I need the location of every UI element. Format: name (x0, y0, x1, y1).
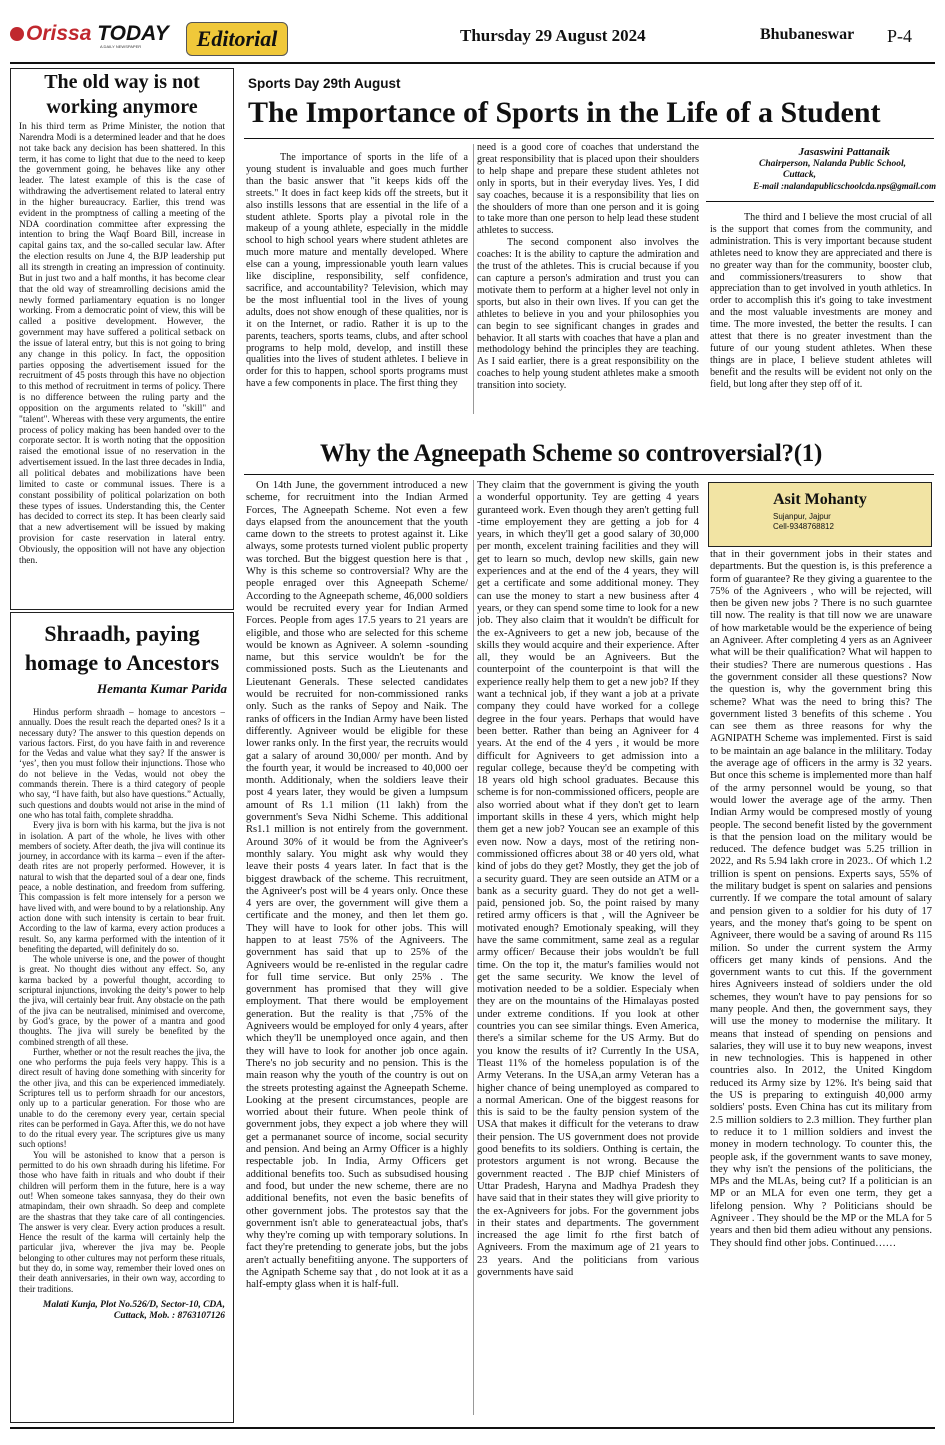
paragraph: They claim that the government is giving the youth a wonderful opportunity. Tey are getting 4 years guranteed work. Even though they aren't getting full -time employement they are getting a job for 4 years, in which they'll get a good salary of 30,000 per month, excelent training facilities and they will get to learn so much, devlop new skills, gain new experiences and at the end of the 4 years, they will get a certificate and some additional money. They can use the money to start a new business after 4 years, or they can spend some time to look for a new job. They also claim that it wouldn't be difficult for the ex-Agniveers to get a new job, because of the skills they would acquire and their experience. After all, they would be an Agniveers. But the counterpoint of the counterpoint is that will the experience really help them to get a new job? If they want a technical job, if they want a job at a private company they could have worked for a college degree in the four years. Perhaps that would have been better. Rather than being an Agniveer for 4 years. At the end of the 4 yers , it would be more difficult for Agniveers to get admission into a regular college, because they'd be competing with 18 years old high school graduates. Because this scheme is for non-commissioned officers, people are also worried about what if they don't get to learn important skills in these 4 yers, which might help them get a new job? Youcan see an example of this even now. Now a days, most of the retiring non-commissioned officres about 38 or 40 yers old, what kind of jobs do they get? Mostly, they get the job of a security guard. They are seen outside an ATM or a bank as a security guard. They do not get a well-paid, pensioned job. So, the point raised by many retired army officers is that , will the Agniveer be motivated enough? Emotionaly speaking, will they have the same commitment, same zeal as a regular army officer/ Because their jobs wouldn't be full time. On the top it, the matur's families would not get the same security. We know the level of motivation needed to be a soldier. Especialy when they are on the mountains of the Himalayas posted under extreme conditions. If you look at other countries you can see similar things. Even America, there's a similar scheme for the US Army. But do you know the results of it? Currently In the USA, Tleast 11% of the homeless population is of the Army Veterans. In the USA,an army Veteran has a higher chance of being unemployed as compared to a normal American. One of the biggest reasons for this is said to be the faulty pension system of the USA that makes it difficult for the veterans to draw their pension. The US government does not provide good benefits to its soldiers. Onthing is certain, the protestors argument is not wrong. Because the government reacted . The BJP chief Ministers of Uttar Pradesh, Haryna and Madhya Pradesh they have said that in their states they will give priority to the ex-Agniveers for jobs. For the government jobs in their states and departments. The government increased the age limit fo rthe first batch of Agniveers. From the maximum age of 21 years to 23 years. And the politicians from various governments have said (477, 480, 699, 1278)
agneepath-column-3 (710, 549, 932, 1419)
paragraph: Further, whether or not the result reaches the jiva, the one who performs the puja feels very happy. This is a direct result of having done something with sincerity for the other jiva, and this can be experienced immediately. Scriptures tell us to perform shraadh for our ancestors, only up to a particular generation. For those who are unable to do the ceremony every year, certain special rites can be performed in Gaya. After this, we do not have to do the ritual every year. The scriptures give us many such options! (19, 1046, 225, 1150)
paragraph: Every jiva is born with his karma, but the jiva is not in isolation. A part of the whole, he lives with other members of society. After death, the jiva will continue its journey, in accordance with its karma – even if the after-death rites are not properly performed. However, it is natural to wish that the departed soul of a dear one, finds peace, a noble destination, and freedom from suffering. This compassion is felt more intensely for a person we have lived with, and were bound to by a relationship. Any action done with such intensity is certain to bear fruit. According to the law of karma, every action produces a result. So, any karma performed with the intention of it benefiting the departed, will definitely do so. (19, 820, 225, 954)
byline-rule (706, 201, 934, 202)
agneepath-column-1 (246, 480, 468, 1420)
article-headline: Why the Agneepath Scheme so controversial?(1) (320, 440, 822, 467)
article-old-way (10, 68, 234, 610)
article-title: Shraadh, paying homage to Ancestors (24, 621, 220, 675)
article-author: Hemanta Kumar Parida (96, 681, 227, 696)
article-body: In his third term as Prime Minister, the notion that Narendra Modi is a determined leader and that he does not take back any decision has been shattered. In this term, it has come to light that due to the need to keep the government going, he behaves like any other leader. The latest example of this is the case of withdrawing the advertisement related to lateral entry in the higher bureaucracy. Earlier, this trend was evident in the promptness of calling a meeting of the NDA coordination committee after expressing the intention to bring the Waqf Board Bill, increase in capital gains tax, and the so-called secular law. After the election results on June 4, the BJP leadership put all its strength in creating an impression of continuity. But in just two and a half months, it has become clear that the old way of streamrolling decisions amid the newly formed parliamentary equation is no longer working. From a democratic point of view, this will be called a positive development. However, the government may have suffered a political setback on the issue of lateral entry, but this is not going to bring any change in this policy. In fact, the opposition parties opposing the advertisement issued for the recruitment of 45 posts through this have no objection to this method of recruitment in terms of policy. There is no difference between the ruling party and the opposition on the arguments related to "skill" and "talent". Whereas with these very arguments, the entire process of policy making has been handed over to the corporate sector. It is worth noting that the opposition raised the emotional issue of no reservation in the advertisement issued. In the last three decades in India, all political debates and mobilizations have been limited to caste or communal issues. There is a constant possibility of political polarization on both these types of issues. Understanding this, the Center has decided to correct its step. It has been clearly said that a new advertisement will be issued by making provision for caste reservation in lateral entry. Obviously, the opposition will not have any objection then. (19, 122, 226, 566)
paragraph: need is a good core of coaches that understand the great responsibility that is placed upon their shoulders to help shape and prepare these student athletes not only in sports, but in their everyday lives. Yes, I did say coaches, because it is a responsibility that lies on the shoulders of more than one person and it is going to take more than one person to help lead these student athletes to success. (477, 142, 699, 237)
column-divider (473, 144, 474, 414)
author-role: Chairperson, Nalanda Public School, (758, 159, 906, 169)
paragraph: Hindus perform shraadh – homage to ancestors – annually. Does the result reach the departed ones? Is it a necessary duty? The answer to this question depends on various factors. First, do you have faith in and reverence for the Vedas and value what they say? If the answer is ‘yes’, then you must follow their injunctions. Those who do not believe in the Vedas, would not obey the commands therein. There is a third category of people who say, “I have faith, but also have questions.” Actually, such questions and doubts would not arise in the mind of one who has total faith, complete shraddha. (19, 707, 225, 820)
address-line: Cuttack, Mob. : 8763107126 (113, 1310, 225, 1321)
sports-column-1 (246, 152, 468, 422)
logo-main: TODAY (97, 22, 169, 45)
author-address (709, 512, 931, 532)
paragraph: You will be astonished to know that a person is permitted to do his own shraadh during his lifetime. For those who have faith in rituals and who doubt if their children will perform them in the future, here is a way out! When someone takes sannyasa, they do their own atmapindam, their own shraadh. So deep and complete are the shastras that they take care of all contingencies. The answer is very clear. Every action produces a result. Hence the result of the karma will certainly help the particular jiva, wherever the jiva may be. People belonging to other cultures may not perform these rituals, but they do, in some way, remember their loved ones on their death anniversaries, in their own way, according to their traditions. (19, 1149, 225, 1294)
masthead-rule (10, 62, 935, 64)
sports-column-3 (710, 212, 932, 412)
author-address (11, 1300, 225, 1322)
column-divider (473, 480, 474, 1415)
section-tag: Editorial (186, 22, 288, 56)
headline-rule (244, 138, 934, 139)
article-title: The old way is not working anymore (44, 71, 200, 118)
page-number: P-4 (887, 26, 913, 46)
issue-date: Thursday 29 August 2024 (460, 26, 646, 45)
address-line: Cell-9348768812 (773, 522, 834, 531)
logo-subtitle: A DAILY NEWSPAPER (100, 44, 142, 49)
author-city: Cuttack, (783, 170, 816, 180)
article-headline: The Importance of Sports in the Life of a Student (248, 96, 881, 129)
paragraph: The third and I believe the most crucial of all is the support that comes from the community, and administration. This is very important because student athletes need to know they are appreciated and there is no greater way than for the community, booster club, and commissioners/treasurers to show that appreciation than to get involved in youth athletics. In order to accomplish this it's going to take investment and the most valuable investments are money and time. The more invested, the better the results. I can attest that there is no greater investment than the future of our young student athletes. When these things are in place, I believe student athletes will benefit and the results will be evident not only on the field, but long after they step off of it. (710, 212, 932, 390)
edition-city: Bhubaneswar (760, 26, 855, 43)
paragraph: The whole universe is one, and the power of thought is great. No thought dies without any effect. So, any karma backed by a powerful thought, according to scriptural injunctions, invoking the deity’s power to help the jiva, will certainly bear fruit. Any obstacle on the path of the jiva can be neutralised, minimised and overcome, by God’s grace, by the power of a mantra and good thoughts. The jiva will surely be benefited by the combined strength of all these. (19, 954, 225, 1047)
paragraph: On 14th June, the government introduced a new scheme, for recruitment into the Indian Armed Forces, The Agneepath Scheme. Not even a few days elapsed from the anouncement that the youth came down to the streets to protest against it. Like always, some protests turned violent public property was torched. But the biggest question here is that , Why is this scheme so controversial? Why are the people enraged over this Agneepath Scheme/ According to the Agneepath scheme, 46,000 soldiers would be recruited every year for Indian Armed Forces. People from ages 17.5 years to 21 years are eligible, and those who are selected for this scheme would be known as Agniveer. A solemn -sounding name, but this service wouldn't be for the commissioned posts. Such as the Lieutenants and Lieutenant Generals. These selected candidates would be recruited for non-commissioned ranks only. Such as the ranks of Sepoy and Naik. The ranks of officers in the Indian Army have been listed differently. Agniveer would be eligible for these lower ranks only. In the first year, the recruits would gat a salary of around 30,000/ per month. And by the fourth year, it would be increased to 40,000 oer month. Additionaly, when the soldiers leave their post 4 years later, they would be given a lumpsum amount of Rs 1.1 milion (11 lakh) from the government's Seva Nidhi Scheme. This additional Rs1.1 million is not entirely from the government. Around 30% of it would be from the Agniveer's monthly salary. You might ask why would they leave their posts 4 years later. In fact that is the biggest drawback of the scheme. This recruitment, the Agniveer's post will be 4 years only. Once these 4 yers are over, the government will give them a certificate and the money, and then let them go. They will have to look for other jobs. This will happen to at least 75% of the Agniveers. The government has said that up to 25% of the Agniveers would be re-enlisted in the regular cadre for full time service. But only 25% . The government has promised that they will give employment. That there would be employement generation. But the reality is that ,75% of the Agniveers would be employed for only 4 years, after which they'll be unemployed once again, and then they will have to look for another job once again. There's no job security and no pension. This is the main reason why the youth of the country is out on the streets protesting against the Agneepath Scheme. Looking at the present circumstances, people are worried about their future. When peole think of government jobs, they expect a job where they will get a permananet source of income, social security and pension. And being an Army Officer is a highly respectable job. In India, Army Officers get additional benefits too. Such as subsudised housing and food, but under the new scheme, there are no additional benefits, not even the basic benefits of other government jobs. The protestos say that the government isn't able to generateactual jobs, that's why they're coming up with temporary solutions. In fact they're pretending to generate jobs, but the jobs aren't actually benefitiing anyone. The supporters of the Agnipath Scheme say that , do not look at it as a half-empty glass when it is half-full. (246, 480, 468, 1291)
author-box (708, 482, 932, 547)
address-line: Sujanpur, Jajpur (773, 512, 831, 521)
paragraph: that in their government jobs in their states and departments. But the question is, is this preference a form of guarantee? Re they giving a guarentee to the 75% of the Agniveers , who will be rejected, will then be given new jobs ? There is no such guarntee till now. The reality is that till now we are unaware of how marketable would be the experience of being an Agniveer. After completing 4 yers as an Agniveer what will be their qualification? What wil happen to their studies? There are numerous questions . Has the government consider all these questions? Now the question is, why the government bring this scheme? What was the need to bring this? The government listed 3 benefits of this scheme . You can see them as three reasons for why the AGNIPATH Scheme was implemented. First is said to be maintain an age balance in the mlilitary. Today the average age of officers in the army is 32 years. But once this scheme is implemented more than half of the army personnel would be young, so that would lower the average age of the army. Then Indian Army would be compresed mostly of young people. The second benefit listed by the government is that the pension load on the military would be reduced. The defence budget was 5.25 trillion in 2022, and Rs 5.94 lakh crore in 2023.. Of which 1.2 trillion is spent on pensions. Experts says, 55% of the military budget is spent on salaries and pensions currently. If we compare the total amount of salary and pension given to a soldier for his duty of 17 years, and the money that's going to be spent on Agniveer, there would be a saving of around Rs 115 milion. So under the current system the Army officers get many kinds of pensions. And the government wants to cut this. If the government hires Agniveers instead of soldiers under the old schemes, they woun't have to pay pensions for so many people. And then, the government says, they will use the money to modernise the military. It means that instead of spending on pensions and salaries, they will use it to buy new weapons, invest in new technologies. This is happened in other countries also. In 2012, the United Kingdom reduced its Army size by 12%. It's being said that the US is preparing to extinguish 40,000 army soldiers' posts. Even China has cut its military from 2.5 million soldiers to 2.3 million. They further plan to reduce it to 1 million soldiers and invest the money in modern technology. To counter this, the people ask, if the government wants to save money, they why isn't the pensions of the politicians, the MPs and the MLAs, being cut? If a politician is an MP or an MLA for even one term, they get a lifelong pension. Why ? Politicians should be Agniveer . They should be the MP or the MLA for 5 years and then bid them adieu without any pensions. They should find other jobs. Continued…… (710, 549, 932, 1249)
address-line: Malati Kunja, Plot No.526/D, Sector-10, CDA, (42, 1299, 225, 1310)
masthead (0, 0, 945, 62)
headline-rule (244, 474, 934, 475)
article-shraadh (10, 612, 234, 1423)
logo-prefix: Orissa (26, 22, 98, 45)
paragraph: The second component also involves the coaches: It is the ability to capture the admiration and the trust of the athletes. This is crucial because if you can capture a person's admiration and trust you can motivate them to perform at a higher level not only in sports, but also in their own lives. If you can get the athletes to believe in you and your philosophies you can begin to see significant changes in grades and behavior. It all starts with coaches that have a plan and methodology behind the principles they are teaching. As I said earlier, there is a great responsibility on the coaches to help young student athletes make a smooth transition into society. (477, 237, 699, 392)
author-name: Asit Mohanty (773, 491, 867, 508)
article-body (19, 707, 225, 1294)
agneepath-column-2 (477, 480, 699, 1420)
paragraph: The importance of sports in the life of a young student is invaluable and goes much further than the basic answer that "it keeps kids off the streets." It does in fact keep kids off the streets, but it also instills lessons that are essential in the life of a student athlete. Sports play a pivotal role in the makeup of a young athlete, especially in the middle school to high school years where student athletes are much more mature and mentally developed. Where else can a young, impressionable youth learn values like discipline, responsibility, self confidence, sacrifice, and accountability? Television, which may be the most influential tool in the lives of young adults, does not show enough of these qualities, nor is it on the Internet, or radio. Rather it is up to the parents, teachers, sports teams, clubs, and after school programs to help mold, develop, and instill these qualities into the lives of student athletes. I believe in order for this to happen, school sports programs must have a few components in place. The first thing they (246, 152, 468, 390)
newspaper-logo (10, 22, 169, 46)
author-name: Jasaswini Pattanaik (798, 146, 890, 158)
sports-column-2 (477, 142, 699, 418)
sports-byline (706, 146, 936, 192)
article-kicker: Sports Day 29th August (248, 76, 401, 91)
footer-rule (10, 1427, 935, 1429)
logo-flower-icon (10, 27, 24, 41)
author-email: E-mail :nalandapublicschoolcda.nps@gmail.com (753, 181, 936, 191)
